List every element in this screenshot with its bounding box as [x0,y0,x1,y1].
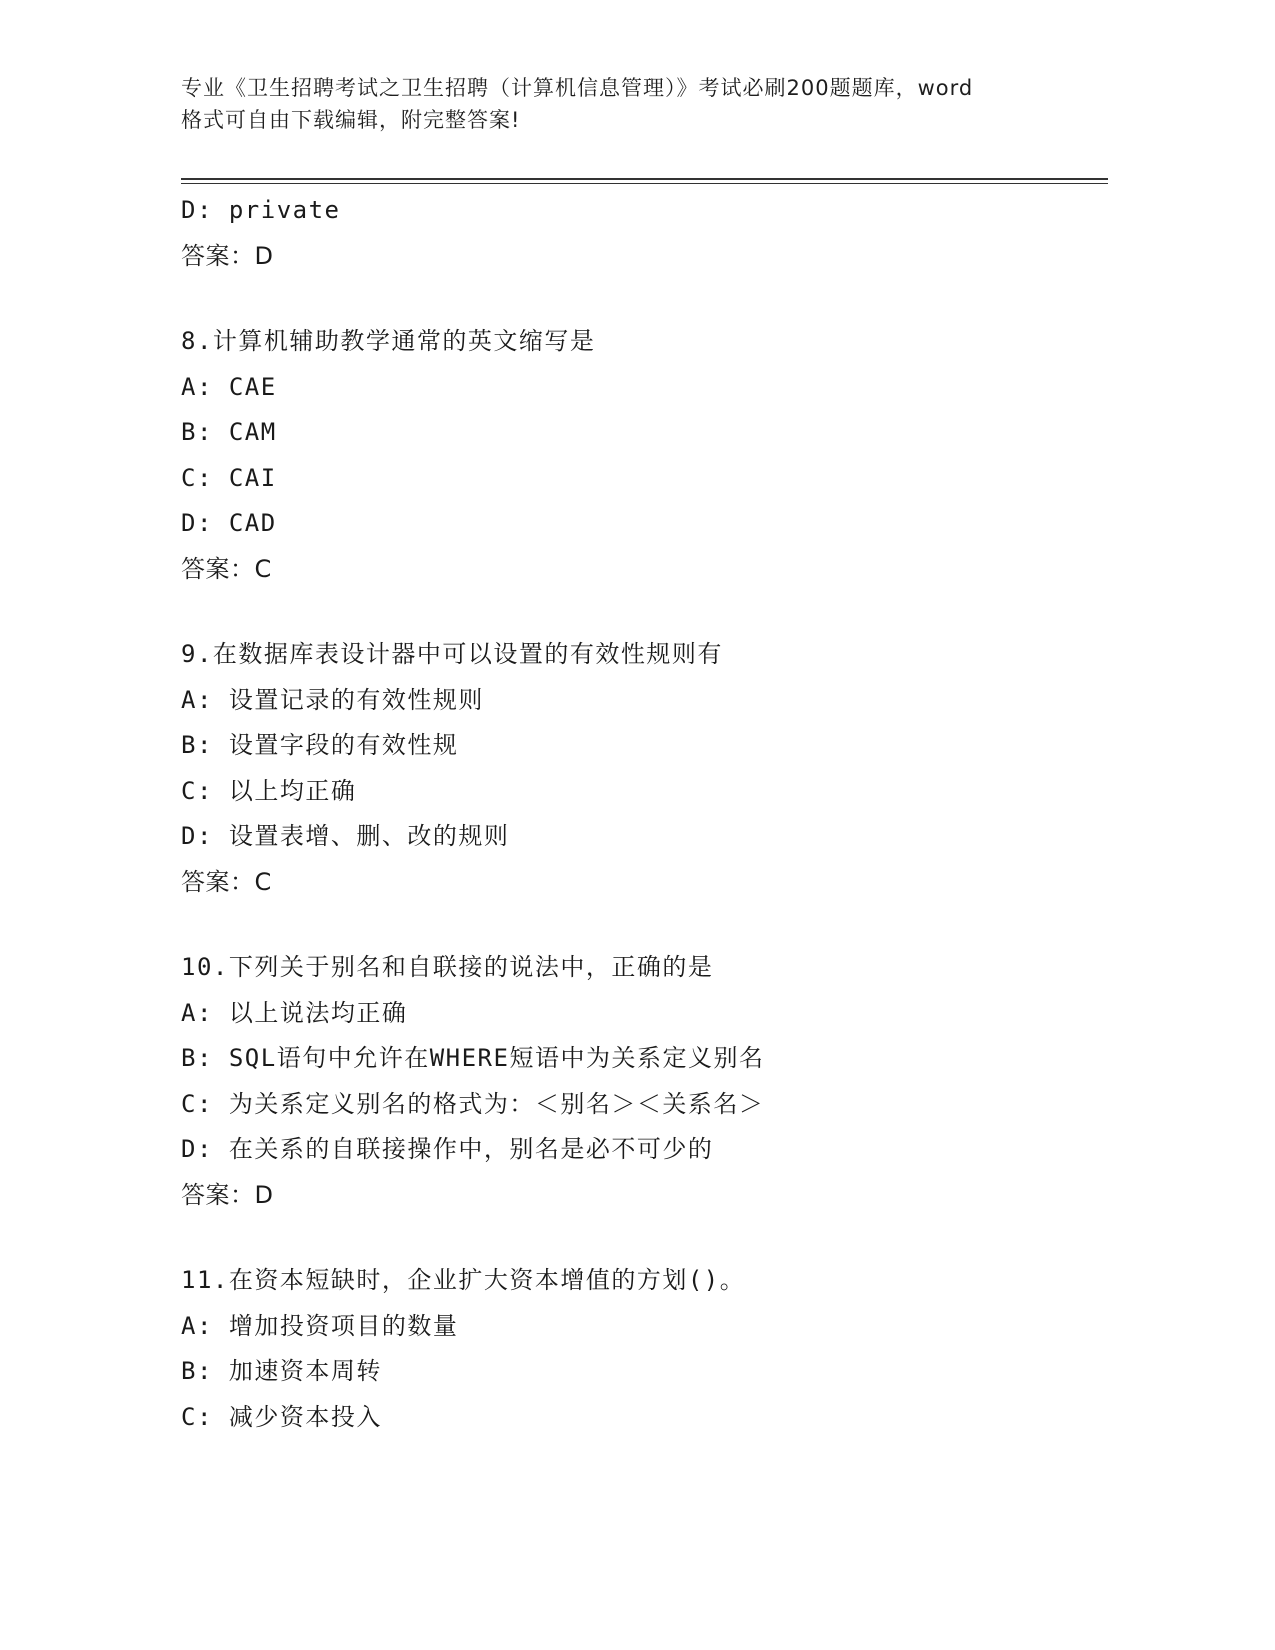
question-8 [181,319,1108,592]
option-b: B: 加速资本周转 [181,1357,382,1385]
option-b: B: 设置字段的有效性规 [181,731,459,759]
answer-line: 答案：D [181,241,274,270]
header-rule-thin [181,183,1108,184]
option-a: A: 以上说法均正确 [181,998,408,1027]
question-9 [181,632,1108,905]
spacer [181,1218,1108,1258]
question-stem: 11.在资本短缺时，企业扩大资本增值的方划()。 [181,1266,746,1294]
option-d: D: private [181,196,341,224]
option-c: C: 以上均正确 [181,776,357,805]
option-d: D: 设置表增、删、改的规则 [181,822,510,850]
option-c: C: 减少资本投入 [181,1402,382,1431]
header-rule-thick [181,178,1108,180]
option-d: D: 在关系的自联接操作中，别名是必不可少的 [181,1135,714,1163]
header-line-1: 专业《卫生招聘考试之卫生招聘（计算机信息管理）》考试必刷200题题库，word [181,76,974,100]
option-b: B: SQL语句中允许在WHERE短语中为关系定义别名 [181,1044,765,1072]
option-b: B: CAM [181,418,277,446]
question-stem: 8.计算机辅助教学通常的英文缩写是 [181,327,596,355]
question-content [181,188,1108,1440]
option-c: C: CAI [181,463,277,492]
question-stem: 9.在数据库表设计器中可以设置的有效性规则有 [181,640,723,668]
question-11 [181,1258,1108,1440]
option-a: A: CAE [181,372,277,401]
question-stem: 10.下列关于别名和自联接的说法中，正确的是 [181,953,714,981]
spacer [181,279,1108,319]
option-d: D: CAD [181,509,277,537]
answer-line: 答案：C [181,867,272,896]
spacer [181,905,1108,945]
question-10 [181,945,1108,1218]
header-line-2: 格式可自由下载编辑，附完整答案! [181,108,521,132]
option-c: C: 为关系定义别名的格式为：＜别名＞＜关系名＞ [181,1089,765,1118]
spacer [181,592,1108,632]
question-fragment [181,188,1108,279]
option-a: A: 设置记录的有效性规则 [181,685,484,714]
answer-line: 答案：C [181,554,272,583]
answer-line: 答案：D [181,1180,274,1209]
option-a: A: 增加投资项目的数量 [181,1311,459,1340]
document-header [181,72,1081,136]
